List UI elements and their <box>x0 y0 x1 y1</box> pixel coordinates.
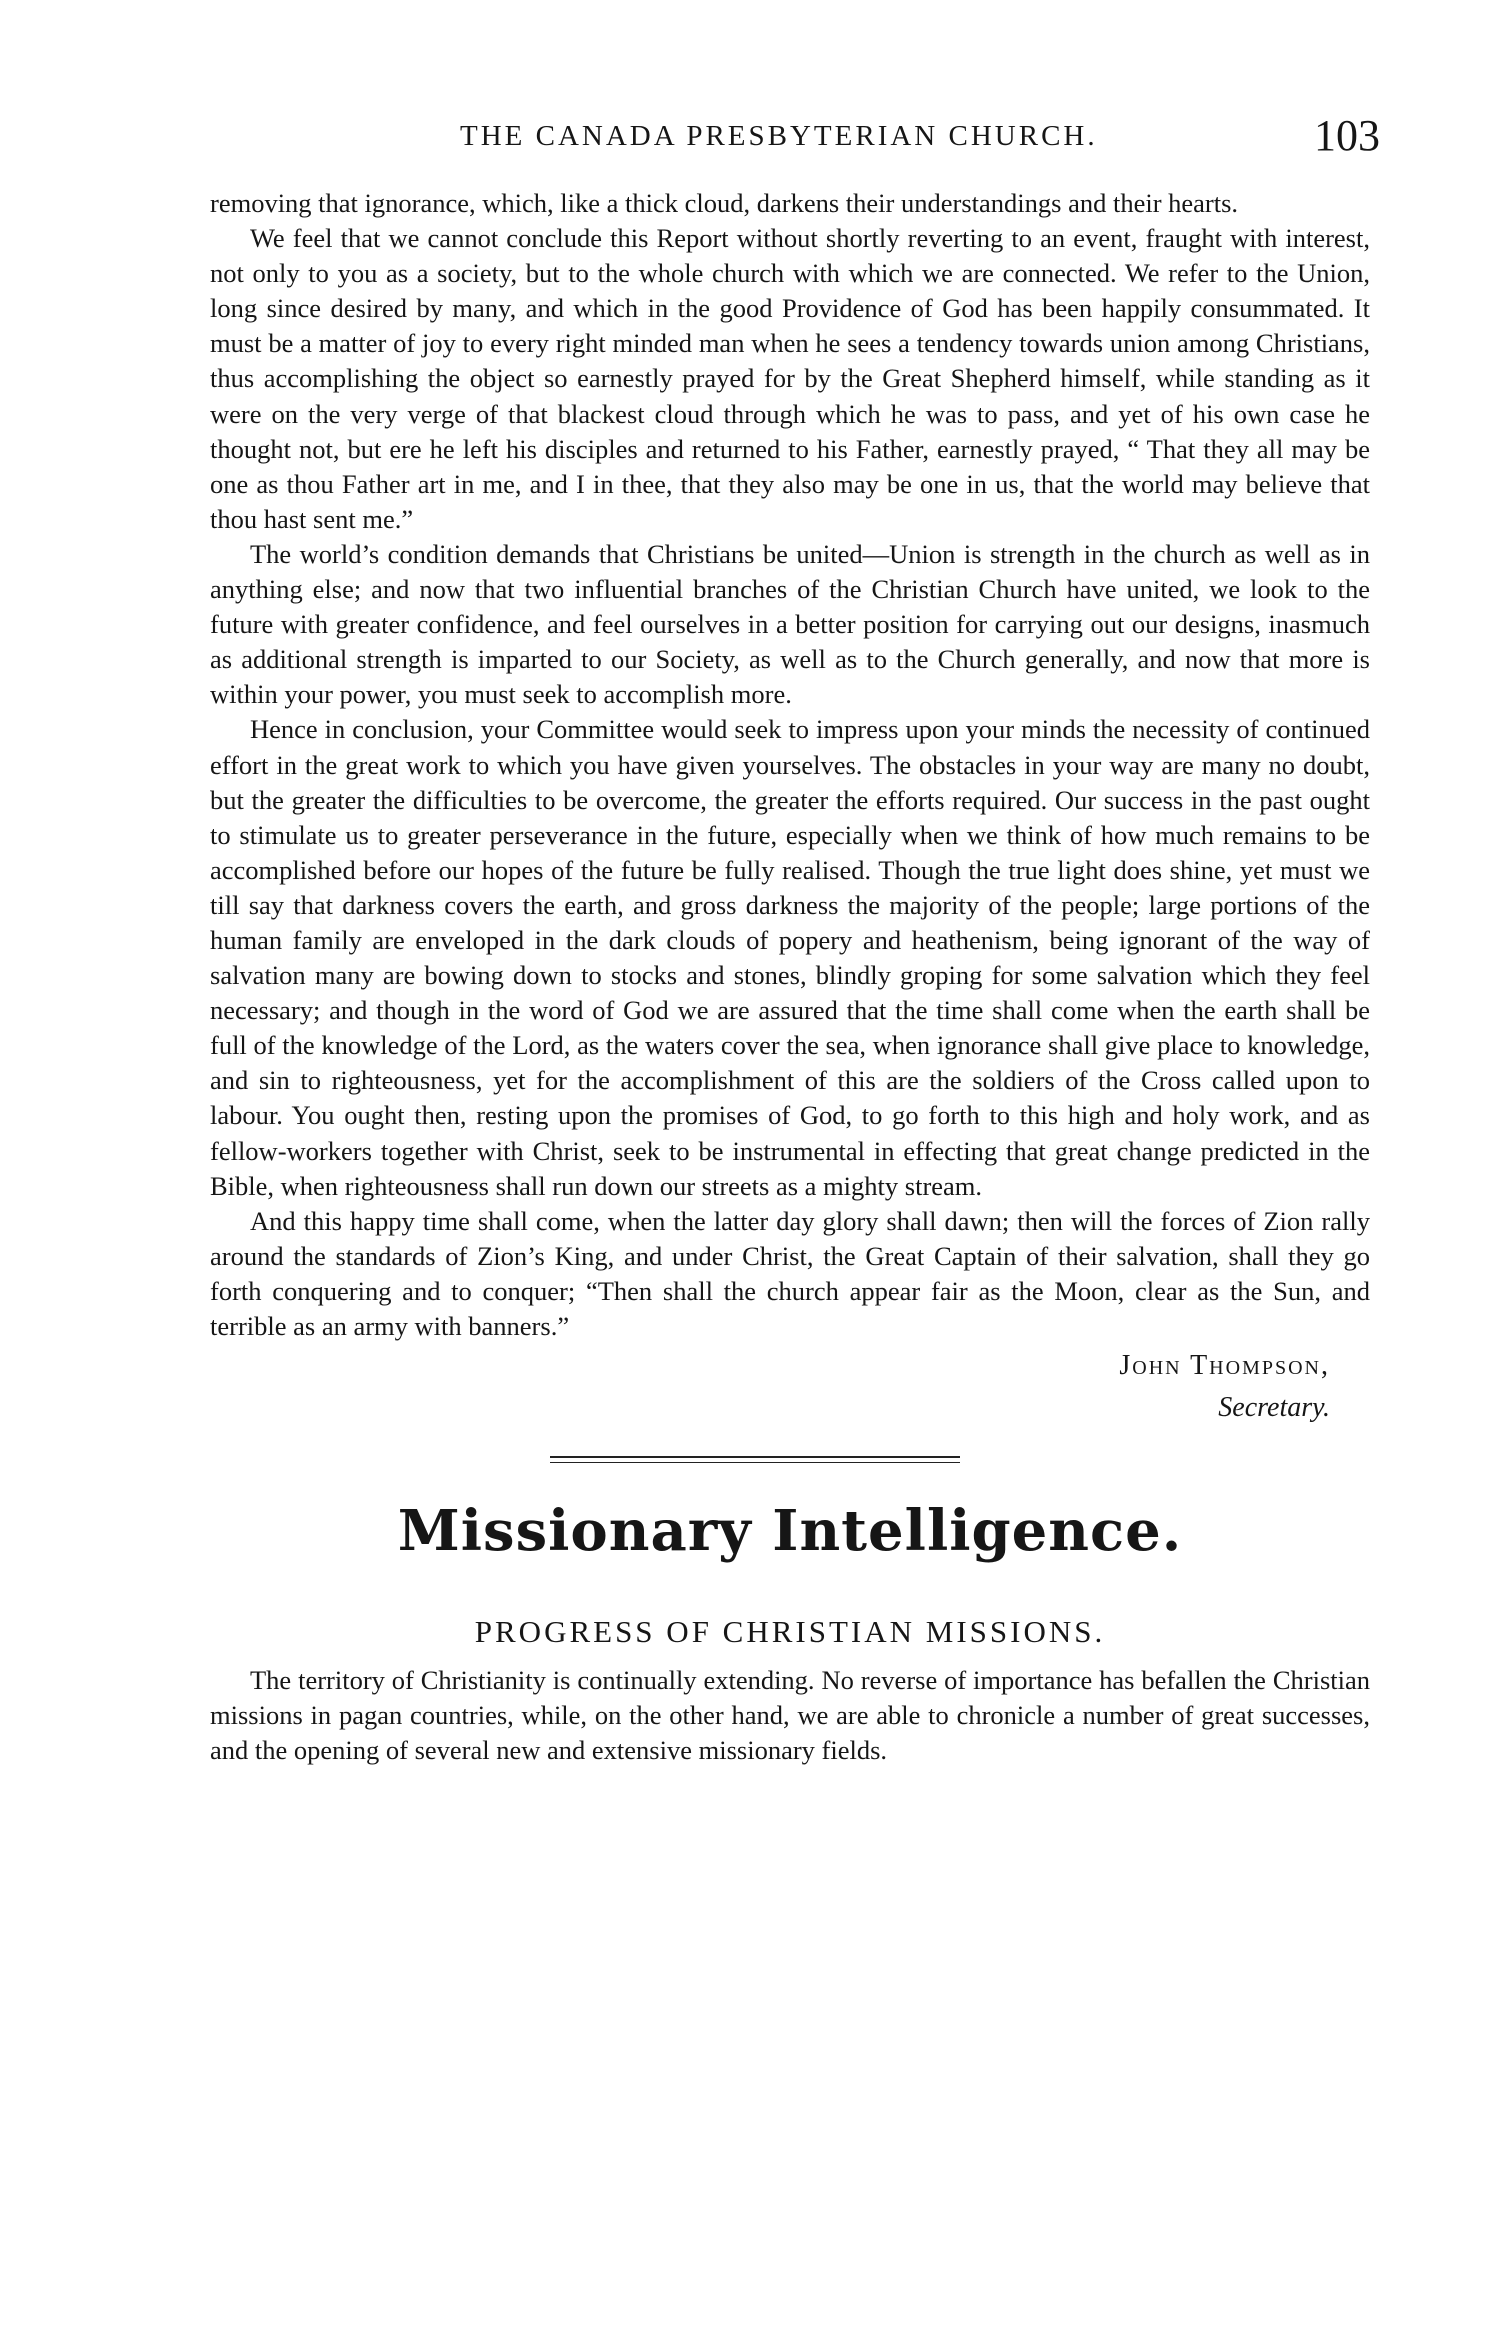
signature-title: Secretary. <box>1218 1392 1330 1424</box>
page-body <box>210 186 1370 1768</box>
report-paragraph-4: Hence in conclusion, your Committee would seek to impress upon your minds the necessity of continued effort in the great work to which you have given yourselves. The obstacles in your way are many no doubt, but the greater the difficulties to be overcome, the greater the efforts required. Our success in the past ought to stimulate us to greater perseverance in the future, especially when we think of how much remains to be accomplished before our hopes of the future be fully realised. Though the true light does shine, yet must we till say that darkness covers the earth, and gross darkness the majority of the people; large portions of the human family are enveloped in the dark clouds of popery and heathenism, being ignorant of the way of salvation many are bowing down to stocks and stones, blindly groping for some salvation which they feel necessary; and though in the word of God we are assured that the time shall come when the earth shall be full of the knowledge of the Lord, as the waters cover the sea, when ignorance shall give place to knowledge, and sin to righteousness, yet for the accomplishment of this are the soldiers of the Cross called upon to labour. You ought then, resting upon the promises of God, to go forth to this high and holy work, and as fellow-workers together with Christ, seek to be instrumental in effecting that great change predicted in the Bible, when righteousness shall run down our streets as a mighty stream. <box>210 714 1370 1201</box>
signature-name: John Thompson, <box>1119 1350 1330 1382</box>
page-number: 103 <box>1314 111 1380 160</box>
report-paragraph-3: The world’s condition demands that Christians be united—Union is strength in the church as well as in anything else; and now that two influential branches of the Christian Church have united, we look to the future with greater confidence, and feel ourselves in a better position for carrying out our designs, inasmuch as additional strength is imparted to our Society, as well as to the Church generally, and now that more is within your power, you must seek to accomplish more. <box>210 538 1370 710</box>
section-paragraph: The territory of Christianity is continually extending. No reverse of importance has befallen the Christian missions in pagan countries, while, on the other hand, we are able to chronicle a number of great successes, and the opening of several new and extensive missionary fields. <box>210 1665 1370 1766</box>
section-subtitle: PROGRESS OF CHRISTIAN MISSIONS. <box>474 1614 1106 1650</box>
divider-line-thin <box>550 1462 960 1463</box>
report-paragraph-2: We feel that we cannot conclude this Report without shortly reverting to an event, fraught with interest, not only to you as a society, but to the whole church with which we are connected. We refer to the Union, long since desired by many, and which in the good Providence of God has been happily consummated. It must be a matter of joy to every right minded man when he sees a tendency towards union among Christians, thus accomplishing the object so earnestly prayed for by the Great Shepherd himself, while standing as it were on the very verge of that blackest cloud through which he was to pass, and yet of his own case he thought not, but ere he left his disciples and returned to his Father, earnestly prayed, “ That they all may be one as thou Father art in me, and I in thee, that they also may be one in us, that the world may believe that thou hast sent me.” <box>210 223 1370 534</box>
section-divider <box>210 1436 1370 1506</box>
running-title: THE CANADA PRESBYTERIAN CHURCH. <box>460 120 1098 152</box>
signature-block <box>210 1348 1370 1436</box>
divider-line-thick <box>550 1456 960 1458</box>
section-title: Missionary Intelligence. <box>397 1498 1183 1565</box>
report-paragraph-5: And this happy time shall come, when the latter day glory shall dawn; then will the forces of Zion rally around the standards of Zion’s King, and under Christ, the Great Captain of their salvation, shall they go forth conquering and to conquer; “Then shall the church appear fair as the Moon, clear as the Sun, and terrible as an army with banners.” <box>210 1205 1370 1341</box>
page-header <box>200 110 1380 170</box>
report-paragraph-1: removing that ignorance, which, like a thick cloud, darkens their understandings and their hearts. <box>210 188 1239 218</box>
